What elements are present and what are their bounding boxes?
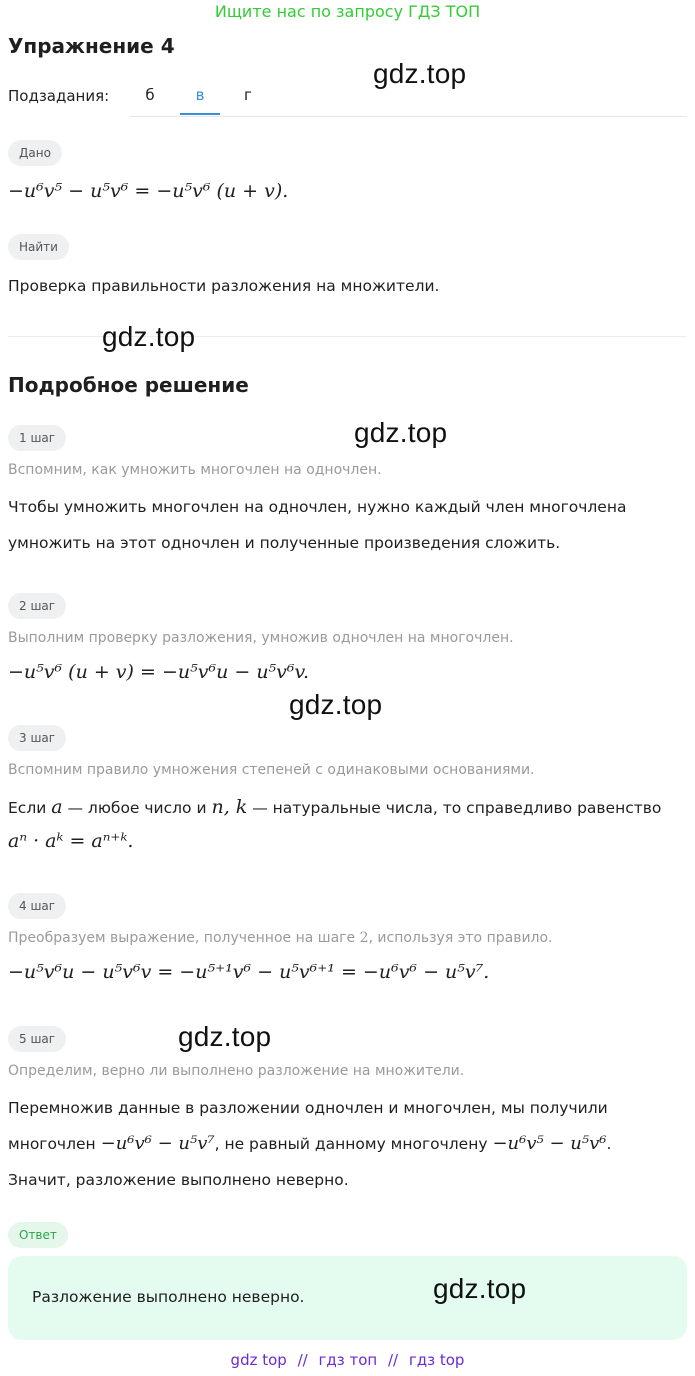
step-4-hint (8, 930, 553, 946)
step-2-hint: Выполним проверку разложения, умножив одночлен на многочлен. (8, 630, 514, 646)
step-4-chip: 4 шаг (8, 893, 66, 919)
step-3-text (8, 789, 661, 826)
step-1-hint: Вспомним, как умножить многочлен на одночлен. (8, 462, 382, 478)
step-5-hint: Определим, верно ли выполнено разложение на множители. (8, 1063, 465, 1079)
tabs-underline (130, 116, 687, 117)
step-3-chip: 3 шаг (8, 725, 66, 751)
watermark: gdz.top (102, 321, 196, 352)
page-title: Упражнение 4 (8, 34, 175, 58)
footer-separator: // (387, 1351, 399, 1369)
footer-link-3[interactable]: гдз top (408, 1351, 465, 1369)
step-2-formula: −u⁵v⁶ (u + v) = −u⁵v⁶u − u⁵v⁶v. (8, 661, 310, 683)
footer-separator: // (297, 1351, 308, 1369)
step-3-formula: aⁿ · aᵏ = aⁿ⁺ᵏ. (8, 830, 134, 852)
step-5-text-line-1: Перемножив данные в разложении одночлен и многочлен, мы получили (8, 1099, 608, 1117)
find-chip: Найти (8, 234, 69, 260)
step-1-text-line-2: умножить на этот одночлен и полученные произведения сложить. (8, 534, 561, 552)
step-2-chip: 2 шаг (8, 593, 66, 619)
step-1-chip: 1 шаг (8, 425, 66, 451)
step-3-text-a: Если (8, 799, 47, 817)
promo-banner[interactable]: Ищите нас по запросу ГДЗ ТОП (214, 2, 481, 21)
watermark: gdz.top (354, 417, 448, 448)
step-3-var-nk: n, k (211, 796, 248, 818)
step-1-text-line-1: Чтобы умножить многочлен на одночлен, нужно каждый член многочлена (8, 498, 627, 516)
footer-link-2[interactable]: гдз топ (318, 1351, 378, 1369)
watermark: gdz.top (178, 1021, 272, 1052)
step-5-text-line-3: Значит, разложение выполнено неверно. (8, 1171, 349, 1189)
step-5-formula-a: −u⁶v⁶ − u⁵v⁷ (100, 1133, 215, 1154)
subtasks-label: Подзадания: (8, 87, 110, 105)
step-3-hint: Вспомним правило умножения степеней с одинаковыми основаниями. (8, 762, 535, 778)
step-3-var-a: a (51, 796, 63, 818)
subtask-tab-v[interactable]: в (180, 86, 220, 115)
step-5-text-2a: многочлен (8, 1135, 96, 1153)
answer-text: Разложение выполнено неверно. (32, 1288, 305, 1306)
find-text: Проверка правильности разложения на множители. (8, 277, 440, 295)
step-3-text-b: — любое число и (67, 799, 207, 817)
step-5-text-2b: , не равный данному многочлену (214, 1135, 488, 1153)
given-formula-text: −u⁶v⁵ − u⁵v⁶ = −u⁵v⁶ (u + v). (8, 180, 289, 202)
step-4-formula: −u⁵v⁶u − u⁵v⁶v = −u⁵⁺¹v⁶ − u⁵v⁶⁺¹ = −u⁶v⁶ − u⁵v⁷. (8, 961, 490, 983)
watermark: gdz.top (373, 58, 467, 89)
step-4-hint-a: Преобразуем выражение, полученное на шаге (8, 930, 356, 946)
solution-title: Подробное решение (8, 373, 249, 397)
step-5-text-2c: . (606, 1135, 612, 1153)
step-5-text-line-2 (8, 1126, 611, 1162)
footer-link-1[interactable]: gdz top (230, 1351, 287, 1369)
subtask-tab-b[interactable]: б (145, 86, 155, 104)
answer-chip: Ответ (8, 1222, 68, 1248)
step-5-formula-b: −u⁶v⁵ − u⁵v⁶ (492, 1133, 607, 1154)
given-formula (8, 180, 288, 202)
step-4-hint-b: , используя это правило. (368, 930, 553, 946)
step-4-hint-num: 2 (359, 930, 369, 946)
subtask-tab-g[interactable]: г (244, 86, 252, 104)
answer-box (8, 1256, 687, 1340)
step-3-text-c: — натуральные числа, то справедливо равенство (252, 799, 662, 817)
step-5-chip: 5 шаг (8, 1026, 66, 1052)
footer-links (0, 1351, 695, 1369)
watermark: gdz.top (433, 1273, 527, 1304)
given-chip: Дано (8, 140, 62, 166)
watermark: gdz.top (289, 689, 383, 720)
